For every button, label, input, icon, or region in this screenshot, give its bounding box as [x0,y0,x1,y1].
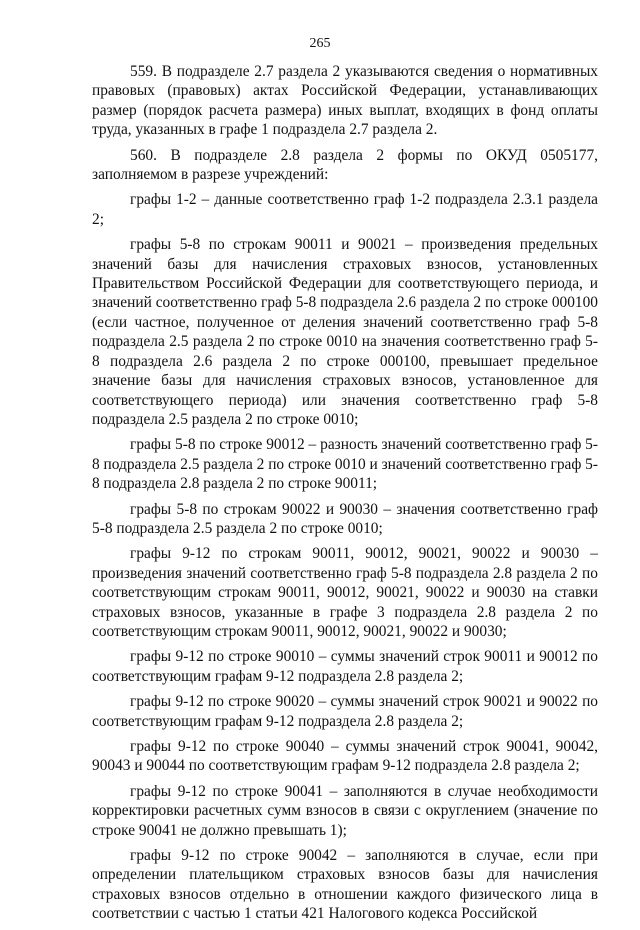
paragraph-columns-9-12-row-90042: графы 9-12 по строке 90042 – заполняются в случае, если при определении плательщиком страховых взносов базы для начисления страховых взносов отдельно в отношении каждого физического лица в соответствии с частью 1 статьи 421 Налогового кодекса Российской [92,847,598,923]
paragraph-columns-5-8-rows-90011-90021: графы 5-8 по строкам 90011 и 90021 – произведения предельных значений базы для начисления страховых взносов, установленных Правительством Российской Федерации для соответствующего периода, и значений соответственно граф 5-8 подраздела 2.6 раздела 2 по строке 000100 (если частное, полученное от деления значений соответственно граф 5-8 подраздела 2.5 раздела 2 по строке 0010 на значения соответственно граф 5-8 подраздела 2.6 раздела 2 по строке 000100, превышает предельное значение базы для начисления страховых взносов, установленное для соответствующего периода) или значения соответственно граф 5-8 подраздела 2.5 раздела 2 по строке 0010; [92,236,598,428]
paragraph-columns-9-12-row-90020: графы 9-12 по строке 90020 – суммы значений строк 90021 и 90022 по соответствующим графам 9-12 подраздела 2.8 раздела 2; [92,693,598,730]
paragraph-columns-9-12-row-90010: графы 9-12 по строке 90010 – суммы значений строк 90011 и 90012 по соответствующим графам 9-12 подраздела 2.8 раздела 2; [92,648,598,685]
paragraph-columns-1-2: графы 1-2 – данные соответственно граф 1-2 подраздела 2.3.1 раздела 2; [92,191,598,228]
paragraph-columns-9-12-row-90041: графы 9-12 по строке 90041 – заполняются в случае необходимости корректировки расчетных сумм взносов в связи с округлением (значение по строке 90041 не должно превышать 1); [92,782,598,839]
paragraph-columns-5-8-row-90012: графы 5-8 по строке 90012 – разность значений соответственно граф 5-8 подраздела 2.5 раздела 2 по строке 0010 и значений соответственно граф 5-8 подраздела 2.8 раздела 2 по строке 90011; [92,436,598,493]
paragraph-columns-5-8-rows-90022-90030: графы 5-8 по строкам 90022 и 90030 – значения соответственно граф 5-8 подраздела 2.5 раздела 2 по строке 0010; [92,500,598,537]
paragraph-559: 559. В подразделе 2.7 раздела 2 указываются сведения о нормативных правовых (правовых) актах Российской Федерации, устанавливающих размер (порядок расчета размера) иных выплат, входящих в фонд оплаты труда, указанных в графе 1 подраздела 2.7 раздела 2. [92,63,598,139]
document-body [92,62,598,930]
page-number: 265 [309,36,331,51]
paragraph-560: 560. В подразделе 2.8 раздела 2 формы по ОКУД 0505177, заполняемом в разрезе учреждений: [92,146,598,184]
paragraph-columns-9-12-rows-list: графы 9-12 по строкам 90011, 90012, 90021, 90022 и 90030 – произведения значений соответственно граф 5-8 подраздела 2.8 раздела 2 по соответствующим строкам 90011, 90012, 90021, 90022 и 90030 на ставки страховых взносов, указанные в графе 3 подраздела 2.8 раздела 2 по соответствующим строкам 90011, 90012, 90021, 90022 и 90030; [92,545,598,640]
paragraph-columns-9-12-row-90040: графы 9-12 по строке 90040 – суммы значений строк 90041, 90042, 90043 и 90044 по соответствующим графам 9-12 подраздела 2.8 раздела 2; [92,738,598,775]
